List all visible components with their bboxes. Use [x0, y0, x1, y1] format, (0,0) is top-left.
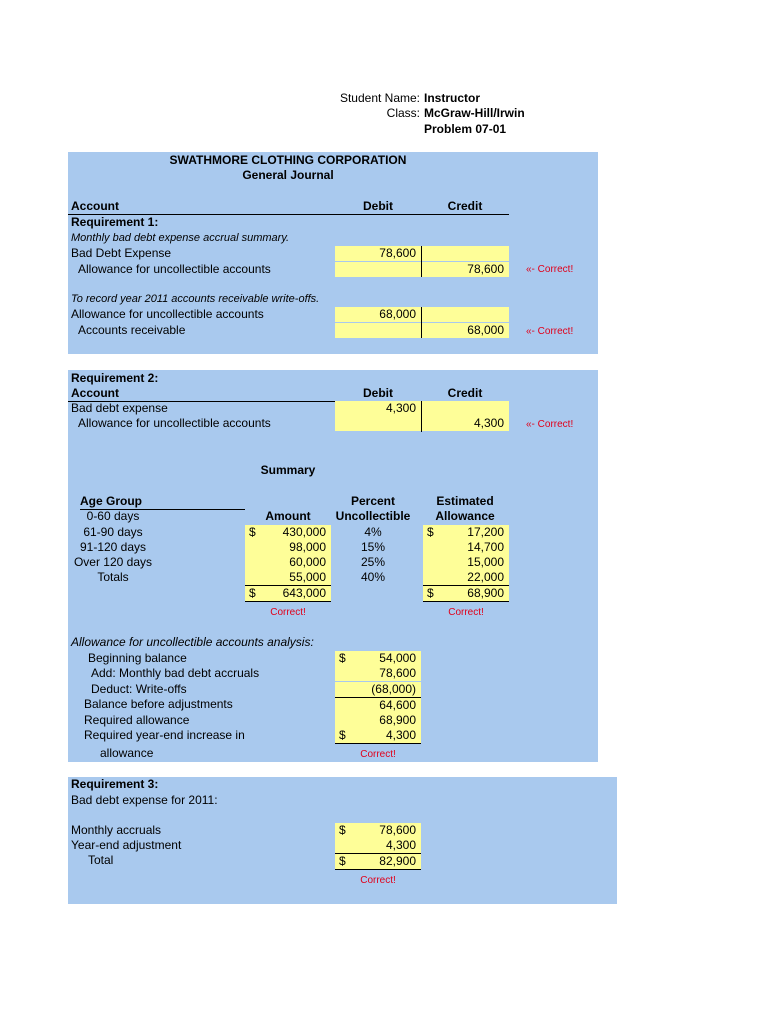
requirement-3-subtitle: Bad debt expense for 2011:: [71, 793, 218, 807]
analysis-label-5: Required allowance: [84, 713, 190, 727]
req2-account-header: Account: [71, 386, 119, 400]
est-correct: Correct!: [448, 607, 484, 618]
account-header: Account: [71, 199, 119, 213]
req2-credit-blank: [422, 401, 509, 416]
est-row-4: 22,000: [423, 570, 509, 585]
pct-row-1: 4%: [364, 525, 382, 539]
pct-row-4: 40%: [360, 570, 386, 584]
pct-row-3: 25%: [360, 555, 386, 569]
problem-number: Problem 07-01: [424, 122, 507, 136]
req2-credit-header: Credit: [447, 386, 483, 400]
pct-row-2: 15%: [360, 540, 386, 554]
req3-total-value: 82,900: [335, 854, 421, 869]
percent-header-line2: Uncollectible: [335, 509, 411, 523]
req3-total-dollar: $: [339, 854, 346, 868]
req2-divider: [421, 401, 422, 432]
analysis-title: Allowance for uncollectible accounts analysis:: [71, 635, 314, 649]
entry1-debit-account: Bad Debt Expense: [71, 246, 172, 260]
req3-total-label: Total: [88, 853, 114, 867]
summary-title: Summary: [260, 463, 316, 477]
requirement-2-panel: [68, 370, 598, 762]
class-value: McGraw-Hill/Irwin: [424, 106, 525, 120]
est-row-1: 17,200: [423, 525, 509, 540]
accrual-note: Monthly bad debt expense accrual summary.: [71, 232, 290, 244]
req2-credit-account: Allowance for uncollectible accounts: [78, 416, 271, 430]
req2-debit-header: Debit: [363, 386, 393, 400]
analysis-label-4: Balance before adjustments: [84, 697, 233, 711]
entry1-credit-blank: [422, 246, 509, 261]
analysis-value-6: 4,300: [335, 728, 421, 743]
est-total-dollar: $: [427, 586, 434, 600]
analysis-dollar-6: $: [339, 728, 346, 742]
analysis-correct: Correct!: [360, 749, 396, 760]
entry2-debit-account: Allowance for uncollectible accounts: [71, 307, 264, 321]
requirement-1-title: Requirement 1:: [71, 215, 159, 229]
estimated-header-line1: Estimated: [436, 494, 494, 508]
entry1-correct: «- Correct!: [526, 264, 574, 275]
analysis-value-1: 54,000: [335, 651, 421, 666]
credit-header: Credit: [447, 199, 483, 213]
entry2-credit-account: Accounts receivable: [78, 323, 186, 337]
entry2-correct: «- Correct!: [526, 326, 574, 337]
req3-label-2: Year-end adjustment: [71, 838, 182, 852]
analysis-total-underline: [335, 743, 421, 744]
entry2-credit-blank: [422, 307, 509, 322]
amount-total-underline: [245, 601, 331, 602]
analysis-value-4: 64,600: [335, 698, 421, 713]
age-row-2: 61-90 days: [83, 525, 143, 539]
entry2-debit-blank: [335, 323, 421, 338]
analysis-value-5: 68,900: [335, 713, 421, 728]
est-total-underline: [423, 601, 509, 602]
analysis-label-3: Deduct: Write-offs: [91, 682, 187, 696]
analysis-label-2: Add: Monthly bad debt accruals: [91, 666, 260, 680]
debit-header: Debit: [363, 199, 393, 213]
req3-dollar-1: $: [339, 823, 346, 837]
req3-correct: Correct!: [360, 875, 396, 886]
est-row-2: 14,700: [423, 540, 509, 555]
entry1-divider: [421, 246, 422, 277]
writeoff-note: To record year 2011 accounts receivable write-offs.: [71, 293, 320, 305]
entry1-debit-blank: [335, 262, 421, 277]
req2-correct: «- Correct!: [526, 419, 574, 430]
class-label: Class:: [386, 106, 420, 120]
company-title: SWATHMORE CLOTHING CORPORATION: [169, 153, 407, 167]
est-total: 68,900: [423, 586, 509, 601]
req3-label-1: Monthly accruals: [71, 823, 162, 837]
amount-dollar-1: $: [249, 525, 256, 539]
analysis-dollar-1: $: [339, 651, 346, 665]
req2-debit-account: Bad debt expense: [71, 401, 168, 415]
journal-subtitle: General Journal: [242, 168, 334, 182]
amount-row-1: 430,000: [245, 525, 331, 540]
analysis-value-2: 78,600: [335, 666, 421, 681]
requirement-3-title: Requirement 3:: [71, 777, 159, 791]
age-row-1: 0-60 days: [86, 509, 140, 523]
requirement-3-panel: [68, 777, 617, 904]
age-row-4: Over 120 days: [73, 555, 153, 569]
age-row-3: 91-120 days: [79, 540, 147, 554]
est-dollar-1: $: [427, 525, 434, 539]
entry2-debit-amount: 68,000: [335, 307, 421, 322]
analysis-label-1: Beginning balance: [88, 651, 187, 665]
entry1-credit-amount: 78,600: [422, 262, 509, 277]
est-row-3: 15,000: [423, 555, 509, 570]
entry1-credit-account: Allowance for uncollectible accounts: [78, 262, 271, 276]
entry1-debit-amount: 78,600: [335, 246, 421, 261]
amount-total: 643,000: [245, 586, 331, 601]
entry2-credit-amount: 68,000: [422, 323, 509, 338]
amount-header: Amount: [265, 509, 311, 523]
req3-total-underline: [335, 869, 421, 870]
analysis-label-6: Required year-end increase in: [84, 728, 245, 742]
analysis-label-6-line2: allowance: [100, 746, 154, 760]
amount-row-4: 55,000: [245, 570, 331, 585]
req2-debit-blank: [335, 416, 421, 431]
student-name-value: Instructor: [424, 91, 481, 105]
amount-row-2: 98,000: [245, 540, 331, 555]
analysis-value-3: (68,000): [335, 682, 421, 697]
requirement-1-panel: [68, 152, 598, 354]
req3-value-2: 4,300: [335, 838, 421, 853]
req3-value-1: 78,600: [335, 823, 421, 838]
student-name-label: Student Name:: [339, 91, 420, 105]
req2-debit-amount: 4,300: [335, 401, 421, 416]
amount-correct: Correct!: [270, 607, 306, 618]
requirement-2-title: Requirement 2:: [71, 371, 159, 385]
entry2-divider: [421, 307, 422, 338]
estimated-header-line2: Allowance: [435, 509, 495, 523]
totals-label: Totals: [97, 570, 129, 584]
age-group-header: Age Group: [80, 494, 142, 508]
percent-header-line1: Percent: [350, 494, 396, 508]
amount-row-3: 60,000: [245, 555, 331, 570]
amount-total-dollar: $: [249, 586, 256, 600]
req2-credit-amount: 4,300: [422, 416, 509, 431]
